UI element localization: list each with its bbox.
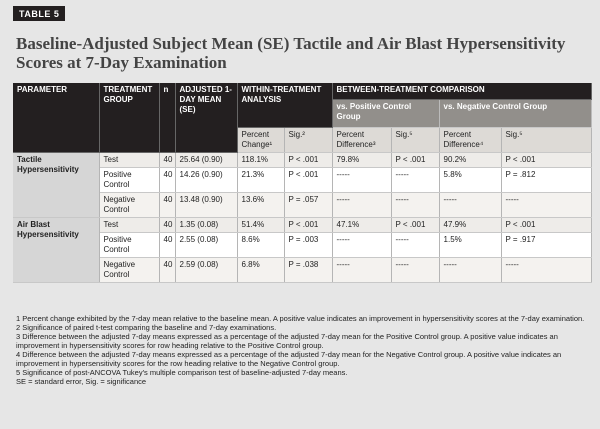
cell-mean: 1.35 (0.08) xyxy=(175,218,237,233)
cell-n: 40 xyxy=(159,233,175,258)
header-sig-positive: Sig.⁵ xyxy=(391,128,439,153)
cell-pos-sig: P < .001 xyxy=(391,218,439,233)
footnote-5: 5 Significance of post-ANCOVA Tukey's multiple comparison test of baseline-adjusted 7-day means. xyxy=(16,368,348,377)
header-pct-diff-negative: Percent Difference⁴ xyxy=(439,128,501,153)
footnote-1: 1 Percent change exhibited by the 7-day mean relative to the baseline mean. A positive value indicates an improvement in hypersensitivity scores at the 7-day examination. xyxy=(16,314,585,323)
cell-change: 21.3% xyxy=(237,168,284,193)
table-row xyxy=(13,233,591,258)
table-row xyxy=(13,168,591,193)
cell-change: 13.6% xyxy=(237,193,284,218)
header-pct-diff-positive: Percent Difference³ xyxy=(332,128,391,153)
table-title: Baseline-Adjusted Subject Mean (SE) Tactile and Air Blast Hypersensitivity Scores at 7-Day Examination xyxy=(16,34,566,72)
header-between: BETWEEN-TREATMENT COMPARISON xyxy=(332,83,591,99)
header-pct-change: Percent Change¹ xyxy=(237,128,284,153)
cell-mean: 13.48 (0.90) xyxy=(175,193,237,218)
cell-n: 40 xyxy=(159,153,175,168)
footnote-4: 4 Difference between the adjusted 7-day means expressed as a percentage of the adjusted 7-day mean for the Negative Control group. A positive value indicates an improvement in hypersensitivity scores for the row heading relative to the Negative Control group. xyxy=(16,350,562,368)
cell-neg-diff: ----- xyxy=(439,258,501,283)
header-mean: ADJUSTED 1-DAY MEAN (SE) xyxy=(175,83,237,153)
cell-group: Test xyxy=(99,153,159,168)
cell-neg-sig: P < .001 xyxy=(501,153,591,168)
table-row xyxy=(13,193,591,218)
cell-neg-diff: 90.2% xyxy=(439,153,501,168)
cell-group: Negative Control xyxy=(99,193,159,218)
cell-pos-diff: 79.8% xyxy=(332,153,391,168)
table-row xyxy=(13,218,591,233)
table-row xyxy=(13,258,591,283)
cell-sig: P = .038 xyxy=(284,258,332,283)
cell-n: 40 xyxy=(159,168,175,193)
header-n: n xyxy=(159,83,175,153)
cell-sig: P = .003 xyxy=(284,233,332,258)
footnotes xyxy=(16,314,586,386)
header-vs-negative: vs. Negative Control Group xyxy=(439,99,591,127)
cell-group: Positive Control xyxy=(99,168,159,193)
cell-pos-sig: ----- xyxy=(391,233,439,258)
cell-neg-diff: ----- xyxy=(439,193,501,218)
cell-neg-sig: ----- xyxy=(501,193,591,218)
cell-pos-diff: ----- xyxy=(332,168,391,193)
cell-change: 8.6% xyxy=(237,233,284,258)
cell-neg-sig: ----- xyxy=(501,258,591,283)
cell-mean: 2.55 (0.08) xyxy=(175,233,237,258)
cell-pos-diff: ----- xyxy=(332,233,391,258)
cell-pos-diff: 47.1% xyxy=(332,218,391,233)
cell-group: Test xyxy=(99,218,159,233)
parameter-air-blast: Air Blast Hypersensitivity xyxy=(13,218,99,283)
header-within: WITHIN-TREATMENT ANALYSIS xyxy=(237,83,332,128)
cell-neg-sig: P < .001 xyxy=(501,218,591,233)
cell-pos-sig: ----- xyxy=(391,258,439,283)
cell-group: Positive Control xyxy=(99,233,159,258)
cell-n: 40 xyxy=(159,218,175,233)
cell-mean: 2.59 (0.08) xyxy=(175,258,237,283)
footnote-3: 3 Difference between the adjusted 7-day means expressed as a percentage of the adjusted 7-day mean for the Positive Control group. A positive value indicates an improvement in hypersensitivity scores for row heading relative to the Positive Control group. xyxy=(16,332,558,350)
cell-pos-sig: ----- xyxy=(391,168,439,193)
cell-neg-diff: 5.8% xyxy=(439,168,501,193)
cell-n: 40 xyxy=(159,193,175,218)
table-tag: TABLE 5 xyxy=(13,6,65,21)
cell-change: 6.8% xyxy=(237,258,284,283)
cell-group: Negative Control xyxy=(99,258,159,283)
cell-change: 51.4% xyxy=(237,218,284,233)
cell-neg-diff: 47.9% xyxy=(439,218,501,233)
header-parameter: PARAMETER xyxy=(13,83,99,153)
cell-sig: P < .001 xyxy=(284,168,332,193)
header-sig-negative: Sig.⁵ xyxy=(501,128,591,153)
cell-pos-diff: ----- xyxy=(332,258,391,283)
cell-neg-diff: 1.5% xyxy=(439,233,501,258)
header-vs-positive: vs. Positive Control Group xyxy=(332,99,439,127)
cell-mean: 25.64 (0.90) xyxy=(175,153,237,168)
table-row xyxy=(13,153,591,168)
header-sig2: Sig.² xyxy=(284,128,332,153)
results-table xyxy=(13,83,592,283)
parameter-tactile: Tactile Hypersensitivity xyxy=(13,153,99,218)
footnote-2: 2 Significance of paired t-test comparing the baseline and 7-day examinations. xyxy=(16,323,277,332)
cell-sig: P < .001 xyxy=(284,218,332,233)
cell-pos-sig: ----- xyxy=(391,193,439,218)
cell-pos-diff: ----- xyxy=(332,193,391,218)
cell-mean: 14.26 (0.90) xyxy=(175,168,237,193)
cell-sig: P < .001 xyxy=(284,153,332,168)
cell-pos-sig: P < .001 xyxy=(391,153,439,168)
cell-change: 118.1% xyxy=(237,153,284,168)
cell-neg-sig: P = .812 xyxy=(501,168,591,193)
cell-sig: P = .057 xyxy=(284,193,332,218)
cell-neg-sig: P = .917 xyxy=(501,233,591,258)
footnote-abbrev: SE = standard error, Sig. = significance xyxy=(16,377,147,386)
header-group: TREATMENT GROUP xyxy=(99,83,159,153)
cell-n: 40 xyxy=(159,258,175,283)
